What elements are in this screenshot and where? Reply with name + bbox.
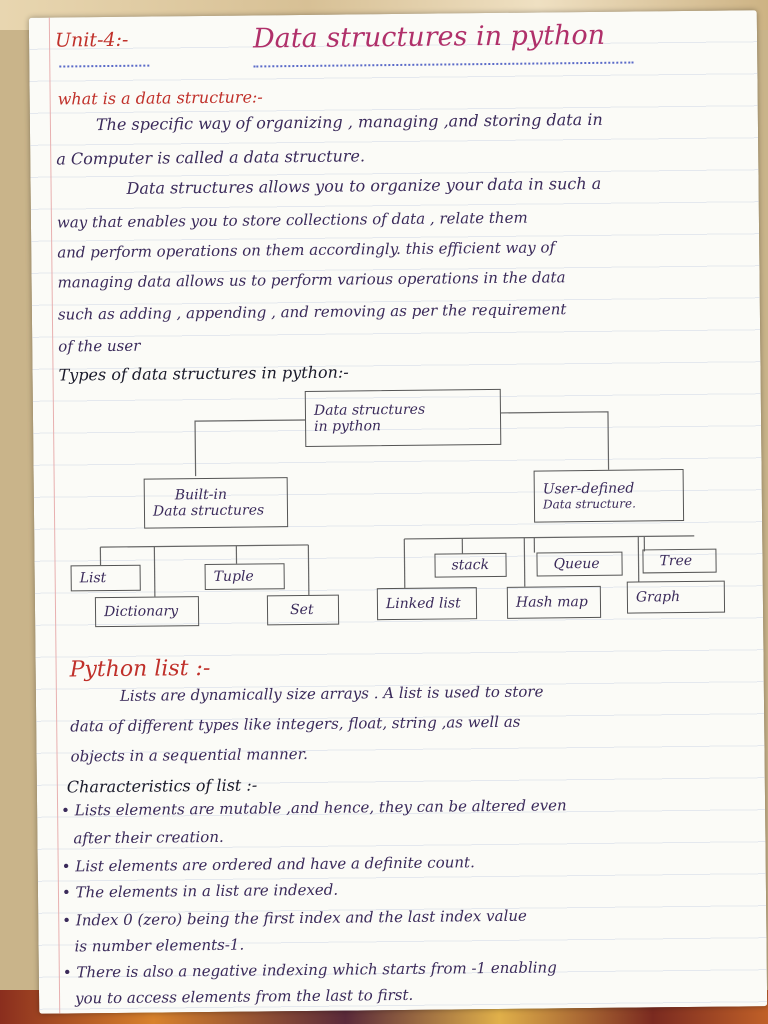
tree-box	[642, 549, 716, 574]
stack-box	[434, 553, 506, 578]
para-line-2: a Computer is called a data structure.	[56, 146, 366, 169]
list-box	[71, 565, 141, 592]
bullet-1: • Lists elements are mutable ,and hence, they can be altered even	[61, 796, 567, 820]
bullet-4-text: Index 0 (zero) being the first index and the last index value	[75, 906, 527, 930]
para-line-5: and perform operations on them accordingly. this efficient way of	[57, 238, 556, 262]
python-list-heading: Python list :-	[69, 655, 211, 683]
tuple-label: Tuple	[213, 568, 254, 585]
bullet-1-cont: after their creation.	[73, 827, 224, 848]
dictionary-box	[95, 596, 199, 627]
userdef-label-1: User-defined	[542, 480, 635, 498]
tuple-box	[205, 563, 285, 590]
set-label: Set	[289, 601, 314, 619]
set-box	[267, 595, 339, 626]
page-title: Data structures in python	[252, 19, 606, 55]
graph-label: Graph	[635, 589, 681, 606]
bullet-5-text: There is also a negative indexing which starts from -1 enabling	[76, 958, 557, 982]
pl-line-1: Lists are dynamically size arrays . A list is used to store	[119, 682, 544, 705]
builtin-label-2: Data structures	[152, 502, 265, 520]
root-label-1: Data structures	[313, 401, 426, 419]
bullet-2-text: List elements are ordered and have a definite count.	[75, 853, 475, 876]
hash-map-box	[507, 586, 601, 619]
bullet-3: • The elements in a list are indexed.	[61, 880, 339, 902]
builtin-box	[144, 477, 289, 529]
pl-line-3: objects in a sequential manner.	[70, 744, 308, 766]
bullet-4-cont: is number elements-1.	[74, 935, 245, 956]
diagram-root-box	[305, 389, 502, 447]
unit-label: Unit-4:-	[54, 28, 129, 52]
bullet-5: • There is also a negative indexing which starts from -1 enabling	[62, 958, 557, 982]
bullet-4: • Index 0 (zero) being the first index and the last index value	[62, 906, 527, 930]
types-heading: Types of data structures in python:-	[58, 362, 349, 385]
pl-line-2: data of different types like integers, float, string ,as well as	[70, 712, 521, 736]
para-line-4: way that enables you to store collections of data , relate them	[56, 208, 528, 232]
graph-box	[627, 581, 725, 614]
para-line-8: of the user	[58, 336, 141, 356]
dictionary-label: Dictionary	[103, 603, 179, 621]
linked-list-box	[377, 587, 477, 620]
builtin-label-1: Built-in	[174, 486, 228, 504]
para-line-1: The specific way of organizing , managing ,and storing data in	[95, 109, 603, 135]
characteristics-heading: Characteristics of list :-	[66, 775, 258, 797]
linked-list-label: Linked list	[385, 595, 461, 613]
queue-box	[536, 552, 622, 577]
bullet-2: • List elements are ordered and have a definite count.	[61, 853, 475, 876]
queue-label: Queue	[553, 555, 600, 573]
userdef-label-2: Data structure.	[542, 496, 636, 512]
stack-label: stack	[451, 557, 490, 574]
bullet-5-cont: you to access elements from the last to first.	[74, 985, 414, 1008]
para-line-3: Data structures allows you to organize your data in such a	[126, 173, 602, 198]
list-label: List	[79, 570, 107, 587]
bullet-1-text: Lists elements are mutable ,and hence, they can be altered even	[74, 796, 567, 820]
para-line-6: managing data allows us to perform various operations in the data	[57, 268, 566, 292]
userdef-box	[534, 469, 685, 523]
hash-map-label: Hash map	[515, 594, 588, 611]
notebook-page	[29, 10, 767, 1014]
section-question: what is a data structure:-	[57, 87, 263, 109]
tree-label: Tree	[659, 552, 693, 570]
root-label-2: in python	[314, 418, 382, 435]
bullet-3-text: The elements in a list are indexed.	[75, 880, 339, 902]
para-line-7: such as adding , appending , and removing as per the requirement	[57, 300, 567, 324]
